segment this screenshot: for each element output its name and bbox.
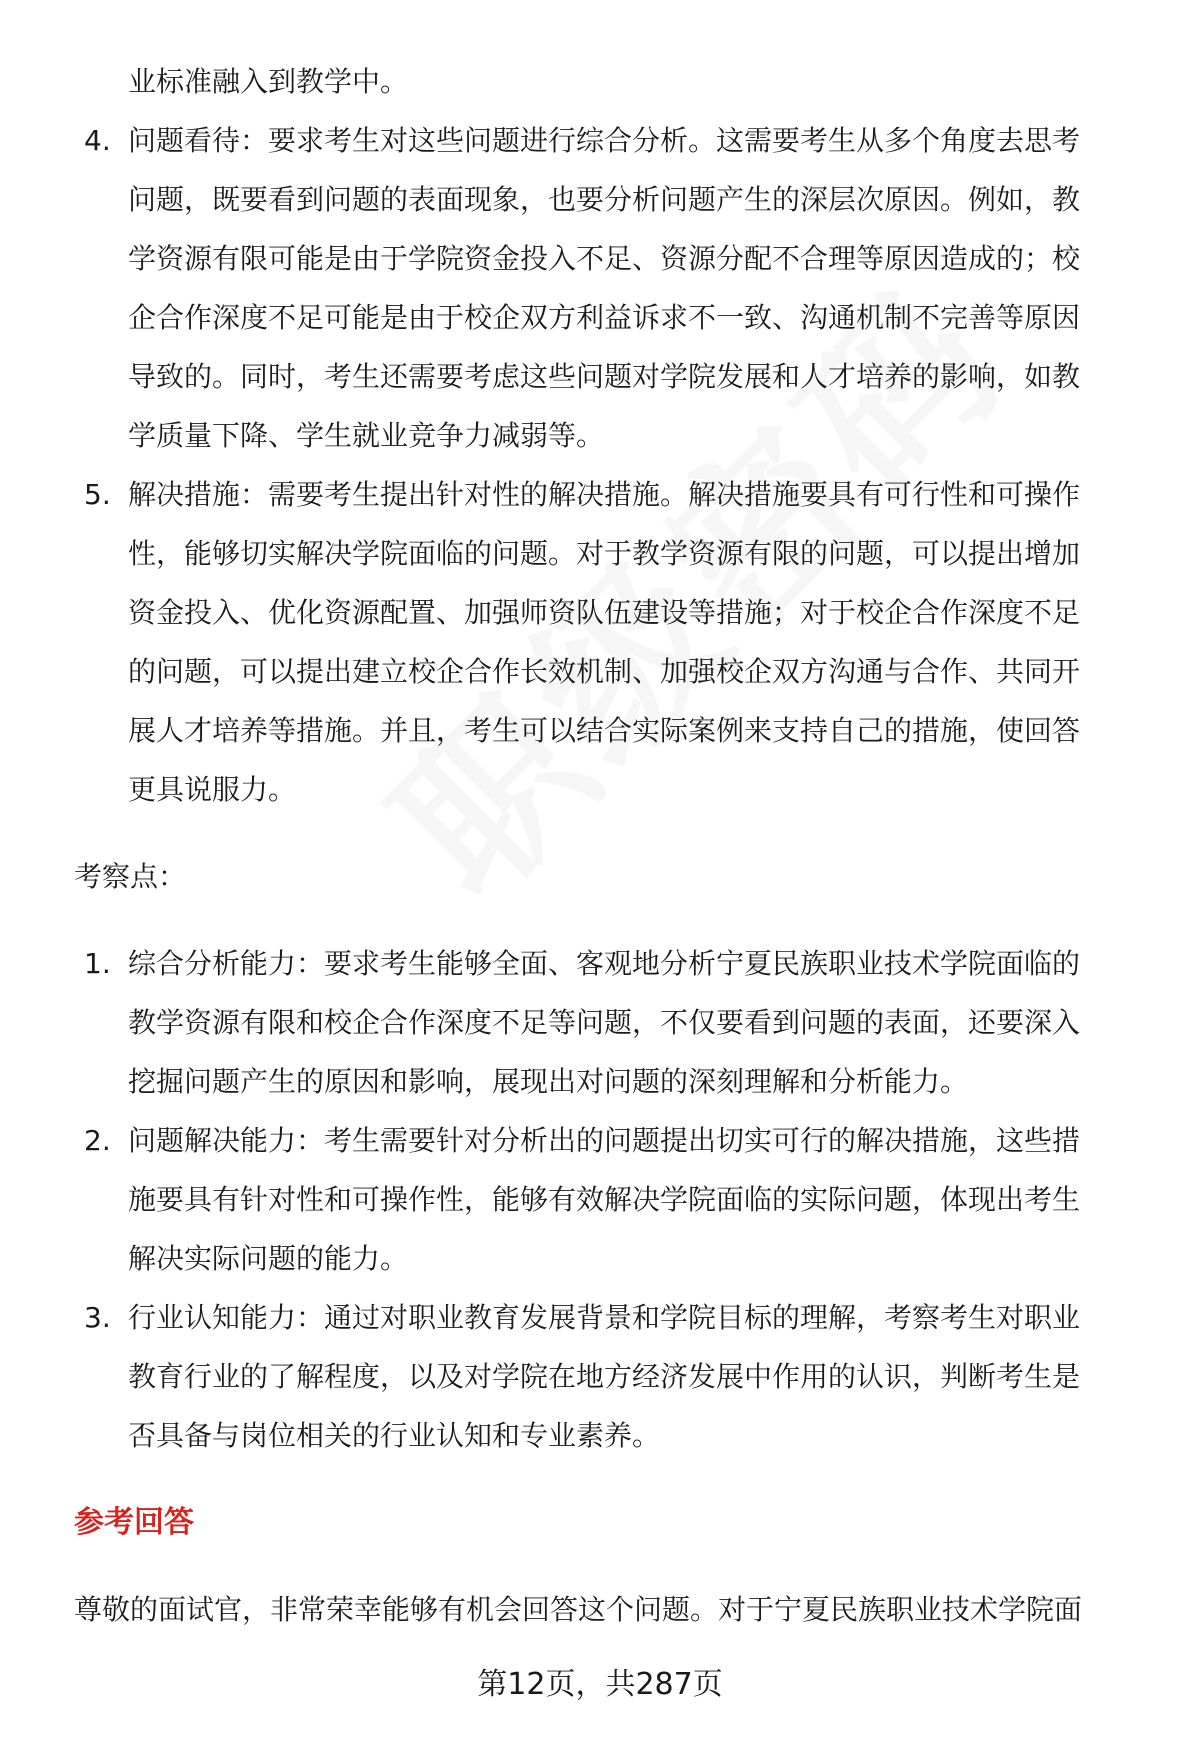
paragraph-line: 施要具有针对性和可操作性，能够有效解决学院面临的实际问题，体现出考生: [128, 1183, 1081, 1216]
paragraph-line: 问题，既要看到问题的表面现象，也要分析问题产生的深层次原因。例如，教: [128, 183, 1081, 216]
paragraph-line: 学质量下降、学生就业竞争力减弱等。: [128, 419, 605, 452]
paragraph-line: 解决实际问题的能力。: [128, 1242, 409, 1275]
point-2: [74, 1111, 1154, 1288]
paragraph-line: 行业认知能力：通过对职业教育发展背景和学院目标的理解，考察考生对职业: [128, 1301, 1081, 1334]
paragraph-line: 学资源有限可能是由于学院资金投入不足、资源分配不合理等原因造成的；校: [128, 242, 1081, 275]
paragraph-line: 导致的。同时，考生还需要考虑这些问题对学院发展和人才培养的影响，如教: [128, 360, 1081, 393]
list-number: 4.: [84, 124, 111, 157]
page-number-footer: 第12页，共287页: [477, 1667, 723, 1702]
paragraph-line: 问题看待：要求考生对这些问题进行综合分析。这需要考生从多个角度去思考: [128, 124, 1081, 157]
paragraph-line: 否具备与岗位相关的行业认知和专业素养。: [128, 1419, 661, 1452]
document-content: [74, 52, 1154, 1639]
list-item-4: [74, 111, 1154, 465]
list-number: 5.: [84, 478, 111, 511]
list-number: 2.: [84, 1124, 111, 1157]
list-item-5: [74, 465, 1154, 819]
paragraph-line: 挖掘问题产生的原因和影响，展现出对问题的深刻理解和分析能力。: [128, 1065, 969, 1098]
paragraph-line: 展人才培养等措施。并且，考生可以结合实际案例来支持自己的措施，使回答: [128, 714, 1081, 747]
list-number: 1.: [84, 947, 111, 980]
paragraph-line: 性，能够切实解决学院面临的问题。对于教学资源有限的问题，可以提出增加: [128, 537, 1081, 570]
paragraph-line: 解决措施：需要考生提出针对性的解决措施。解决措施要具有可行性和可操作: [128, 478, 1081, 511]
paragraph-line: 更具说服力。: [128, 773, 297, 806]
answer-paragraph-line: 尊敬的面试官，非常荣幸能够有机会回答这个问题。对于宁夏民族职业技术学院面: [74, 1593, 1083, 1626]
paragraph-line: 问题解决能力：考生需要针对分析出的问题提出切实可行的解决措施，这些措: [128, 1124, 1081, 1157]
list-number: 3.: [84, 1301, 111, 1334]
paragraph-line: 企合作深度不足可能是由于校企双方利益诉求不一致、沟通机制不完善等原因: [128, 301, 1081, 334]
section-heading-kaocha: 考察点：: [74, 860, 187, 893]
paragraph-line: 综合分析能力：要求考生能够全面、客观地分析宁夏民族职业技术学院面临的: [128, 947, 1081, 980]
paragraph-line: 教学资源有限和校企合作深度不足等问题，不仅要看到问题的表面，还要深入: [128, 1006, 1081, 1039]
section-heading-answer: 参考回答: [74, 1505, 194, 1540]
paragraph-line: 教育行业的了解程度，以及对学院在地方经济发展中作用的认识，判断考生是: [128, 1360, 1081, 1393]
paragraph-line: 的问题，可以提出建立校企合作长效机制、加强校企双方沟通与合作、共同开: [128, 655, 1081, 688]
list-item-3-tail: 业标准融入到教学中。: [128, 65, 409, 98]
paragraph-line: 资金投入、优化资源配置、加强师资队伍建设等措施；对于校企合作深度不足: [128, 596, 1081, 629]
point-3: [74, 1288, 1154, 1465]
point-1: [74, 934, 1154, 1111]
